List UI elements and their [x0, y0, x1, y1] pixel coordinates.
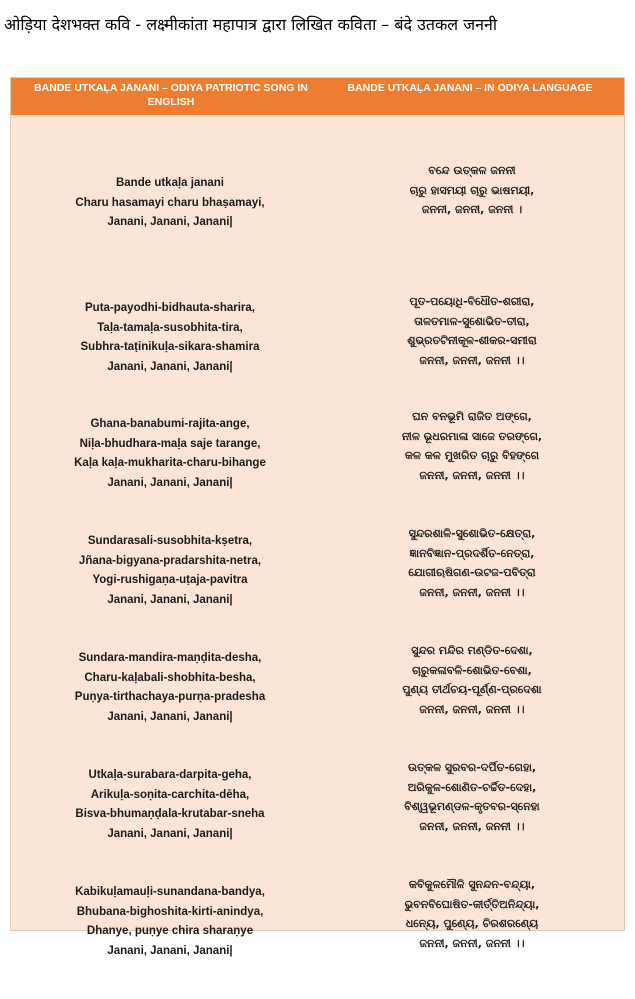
stanza-english-text [21, 415, 319, 493]
verse-line: ଜ୍ଞାନବିଜ୍ଞାନ-ପ୍ରଦର୍ଶିତ-ନେତ୍ରା, [409, 546, 535, 560]
verse-line: ଜନନୀ, ଜନନୀ, ଜନନୀ ।। [419, 819, 525, 833]
stanza-odiya-text [327, 524, 617, 602]
verse-line: Janani, Janani, Janani| [107, 827, 233, 840]
verse-line: ପୁଣ୍ୟ ତୀର୍ଥଚୟ-ପୂର୍ଣ୍ଣ-ପ୍ରଦେଶା [402, 683, 542, 696]
verse-line: ସୁନ୍ଦର ମନ୍ଦିର ମଣ୍ଡିତ-ଦେଶା, [411, 644, 533, 657]
header-english-column: BANDE UTKAḶA JANANI – ODIYA PATRIOTIC SONG IN ENGLISH [34, 82, 308, 108]
verse-line: Sundarasali-susobhita-kṣetra, [87, 535, 253, 547]
stanza-7 [11, 878, 624, 999]
stanza-4 [11, 527, 624, 648]
verse-line: ଶୁଭ୍ରତଟିନୀକୂଳ-ଶୀକର-ସମୀରା [407, 334, 537, 347]
verse-line: Subhra-taṭinikuḷa-sikara-shamira [80, 341, 260, 353]
stanza-odiya-text [327, 161, 617, 220]
verse-line: Charu hasamayi charu bhaṣamayi, [75, 196, 265, 209]
verse-line: Ghana-banabumi-rajita-ange, [90, 418, 250, 430]
stanza-odiya-text [327, 407, 617, 485]
verse-line: Kabikuḷamauḷi-sunandana-bandya, [75, 886, 265, 898]
stanza-odiya-text [327, 292, 617, 370]
stanza-english-text [21, 532, 319, 610]
verse-line: ଅରିକୁଳ-ଶୋଣିତ-ଚର୍ଚ୍ଚିତ-ଦେହା, [407, 780, 537, 794]
page-title: ओड़िया देशभक्त कवि - लक्ष्मीकांता महापात्र द्वारा लिखित कविता – बंदे उतकल जननी [4, 15, 497, 34]
stanza-odiya-text [327, 641, 617, 719]
verse-line: Yogi-rushigaṇa-uṭaja-pavitra [92, 574, 248, 586]
verse-line: Taḷa-tamaḷa-susobhita-tira, [97, 321, 243, 334]
verse-line: କବିକୁଳମୌଳି ସୁନନ୍ଦନ-ବନ୍ଦ୍ୟା, [408, 878, 536, 891]
verse-line: ଜନନୀ, ଜନନୀ, ଜନନୀ ।। [419, 353, 525, 367]
verse-line: Niḷa-bhudhara-maḷa saje tarange, [79, 437, 261, 450]
stanza-3 [11, 410, 624, 531]
verse-line: Kaḷa kaḷa-mukharita-charu-bihange [74, 457, 266, 469]
verse-line: ବିଶ୍ୱଭୂମଣ୍ଡଳ-କୃତବର-ସ୍ନେହା [404, 800, 540, 813]
verse-line: Sundara-mandira-maṇḍita-desha, [78, 652, 262, 664]
verse-line: Janani, Janani, Janani| [107, 360, 233, 373]
verse-line: ବନ୍ଦେ ଉତ୍କଳ ଜନନୀ [428, 164, 516, 177]
verse-line: ଭୁବନବିଘୋଷିତ-କୀର୍ତ୍ତିଅନିନ୍ଦ୍ୟା, [404, 897, 540, 911]
verse-line: Bhubana-bighoshita-kirti-anindya, [76, 905, 264, 918]
stanza-2 [11, 295, 624, 415]
verse-line: Jñana-bigyana-pradarshita-netra, [78, 554, 262, 567]
verse-line: Utkaḷa-surabara-darpita-geha, [88, 769, 252, 781]
stanza-english-text [21, 649, 319, 727]
verse-line: Janani, Janani, Janani| [107, 216, 233, 228]
verse-line: ଜନନୀ, ଜନନୀ, ଜନନୀ ।। [419, 936, 525, 950]
verse-line: ଚାରୁକଳାବଳି-ଶୋଭିତ-ବେଶା, [412, 663, 532, 677]
verse-line: Puta-payodhi-bidhauta-sharira, [85, 302, 255, 314]
verse-line: ଜନନୀ, ଜନନୀ, ଜନନୀ ।। [419, 585, 525, 599]
stanza-odiya-text [327, 875, 617, 953]
verse-line: ଯୋଗୀଋଷିଗଣ-ଉଟଜ-ପବିତ୍ରା [408, 566, 536, 579]
stanza-odiya-text [327, 758, 617, 836]
verse-line: Janani, Janani, Janani| [107, 476, 233, 489]
verse-line: ଘନ ବନଭୂମି ରାଜିତ ଅଙ୍ଗେ, [412, 410, 532, 423]
verse-line: ଧନ୍ୟେ, ପୁଣ୍ୟେ, ଚିରଶରଣ୍ୟେ [405, 917, 539, 930]
stanza-english-text [21, 883, 319, 961]
verse-line: Dhanye, puṇye chira sharaṇye [86, 925, 254, 937]
stanza-english-text [21, 766, 319, 844]
stanza-1 [11, 164, 624, 290]
verse-line: ଚାରୁ ହାସମୟୀ ଚାରୁ ଭାଷମୟୀ, [409, 183, 535, 197]
verse-line: Janani, Janani, Janani| [107, 944, 233, 957]
verse-line: ଉତ୍କଳ ସୁରବର-ଦର୍ପିତ-ଗେହା, [407, 761, 537, 774]
verse-line: Janani, Janani, Janani| [107, 593, 233, 606]
verse-line: Bisva-bhumaṇḍala-krutabar-sneha [75, 808, 265, 820]
verse-line: ଜନନୀ, ଜନନୀ, ଜନନୀ । [421, 203, 523, 216]
stanza-5 [11, 644, 624, 765]
header-odiya-column: BANDE UTKAḶA JANANI – IN ODIYA LANGUAGE [347, 82, 593, 94]
verse-line: ସୁନ୍ଦରଶାଳି-ସୁଶୋଭିତ-କ୍ଷେତ୍ରା, [408, 527, 536, 540]
verse-line: Bande utkaḷa janani [115, 177, 224, 189]
verse-line: ତାଳତମାଳ-ସୁଶୋଭିତ-ତୀରା, [414, 314, 530, 328]
table-header-row [11, 78, 624, 115]
stanza-english-text [21, 299, 319, 377]
stanza-6 [11, 761, 624, 882]
verse-line: Janani, Janani, Janani| [107, 710, 233, 723]
verse-line: ଜନନୀ, ଜନନୀ, ଜନନୀ ।। [419, 468, 525, 482]
verse-line: ପୂତ-ପୟୋଧି-ବିଧୌତ-ଶରୀରା, [409, 295, 535, 308]
verse-line: ଜନନୀ, ଜନନୀ, ଜନନୀ ।। [419, 702, 525, 716]
verse-line: ନୀଳ ଭୂଧରମାଳା ସାଜେ ତରଙ୍ଗେ, [401, 429, 543, 443]
poem-table [10, 77, 625, 957]
verse-line: Puṇya-tirthachaya-purṇa-pradesha [74, 691, 266, 703]
verse-line: Charu-kaḷabali-shobhita-besha, [84, 671, 256, 684]
stanza-english-text [21, 174, 319, 233]
verse-line: କଳ କଳ ମୁଖରିତ ଚାରୁ ବିହଙ୍ଗେ [404, 449, 540, 462]
verse-line: Arikuḷa-soṇita-carchita-dēha, [90, 788, 250, 801]
